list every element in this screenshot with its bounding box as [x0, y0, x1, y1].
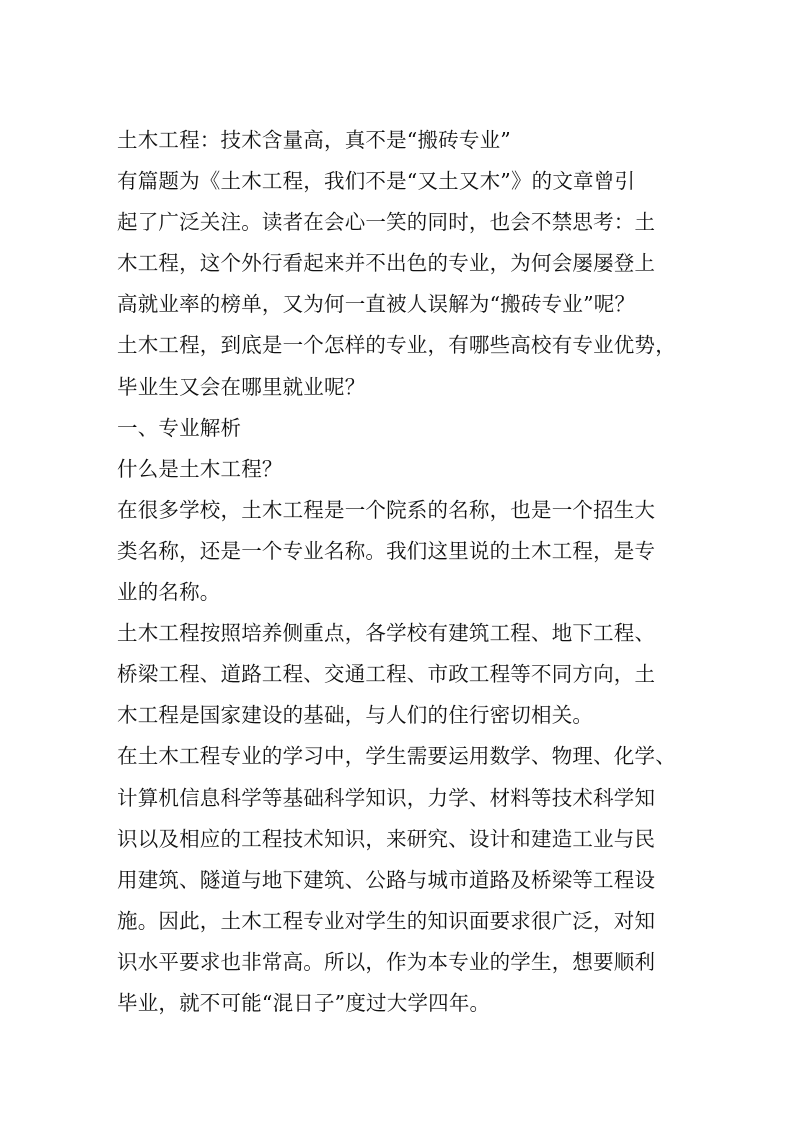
paragraph-line: 木工程是国家建设的基础，与人们的住行密切相关。: [117, 703, 594, 728]
section-heading: 一、专业解析: [117, 415, 242, 440]
paragraph-line: 在很多学校，土木工程是一个院系的名称，也是一个招生大: [117, 497, 656, 522]
paragraph-line: 土木工程按照培养侧重点，各学校有建筑工程、地下工程、: [117, 621, 656, 646]
subsection-heading: 什么是土木工程？: [117, 456, 283, 481]
article-title: 土木工程：技术含量高，真不是“搬砖专业”: [117, 128, 511, 152]
paragraph-line: 识以及相应的工程技术知识，来研究、设计和建造工业与民: [117, 826, 656, 851]
paragraph-line: 计算机信息科学等基础科学知识，力学、材料等技术科学知: [117, 785, 656, 810]
paragraph-line: 木工程，这个外行看起来并不出色的专业，为何会屡屡登上: [117, 251, 656, 276]
paragraph-line: 起了广泛关注。读者在会心一笑的同时，也会不禁思考：土: [117, 210, 656, 235]
paragraph-line: 有篇题为《土木工程，我们不是“又土又木”》的文章曾引: [117, 169, 636, 194]
paragraph-line: 高就业率的榜单，又为何一直被人误解为“搬砖专业”呢？: [117, 292, 636, 317]
paragraph-line: 类名称，还是一个专业名称。我们这里说的土木工程，是专: [117, 538, 656, 563]
paragraph-line: 识水平要求也非常高。所以，作为本专业的学生，想要顺利: [117, 949, 656, 974]
paragraph-line: 在土木工程专业的学习中，学生需要运用数学、物理、化学、: [117, 744, 676, 769]
paragraph-line: 毕业生又会在哪里就业呢？: [117, 374, 366, 399]
paragraph-line: 桥梁工程、道路工程、交通工程、市政工程等不同方向，土: [117, 662, 656, 687]
paragraph-line: 施。因此，土木工程专业对学生的知识面要求很广泛，对知: [117, 908, 656, 933]
paragraph-line: 业的名称。: [117, 580, 221, 605]
paragraph-line: 用建筑、隧道与地下建筑、公路与城市道路及桥梁等工程设: [117, 867, 656, 892]
paragraph-line: 土木工程，到底是一个怎样的专业，有哪些高校有专业优势，: [117, 333, 676, 358]
document-body: [117, 120, 682, 1024]
paragraph-line: 毕业，就不可能“混日子”度过大学四年。: [117, 990, 491, 1015]
